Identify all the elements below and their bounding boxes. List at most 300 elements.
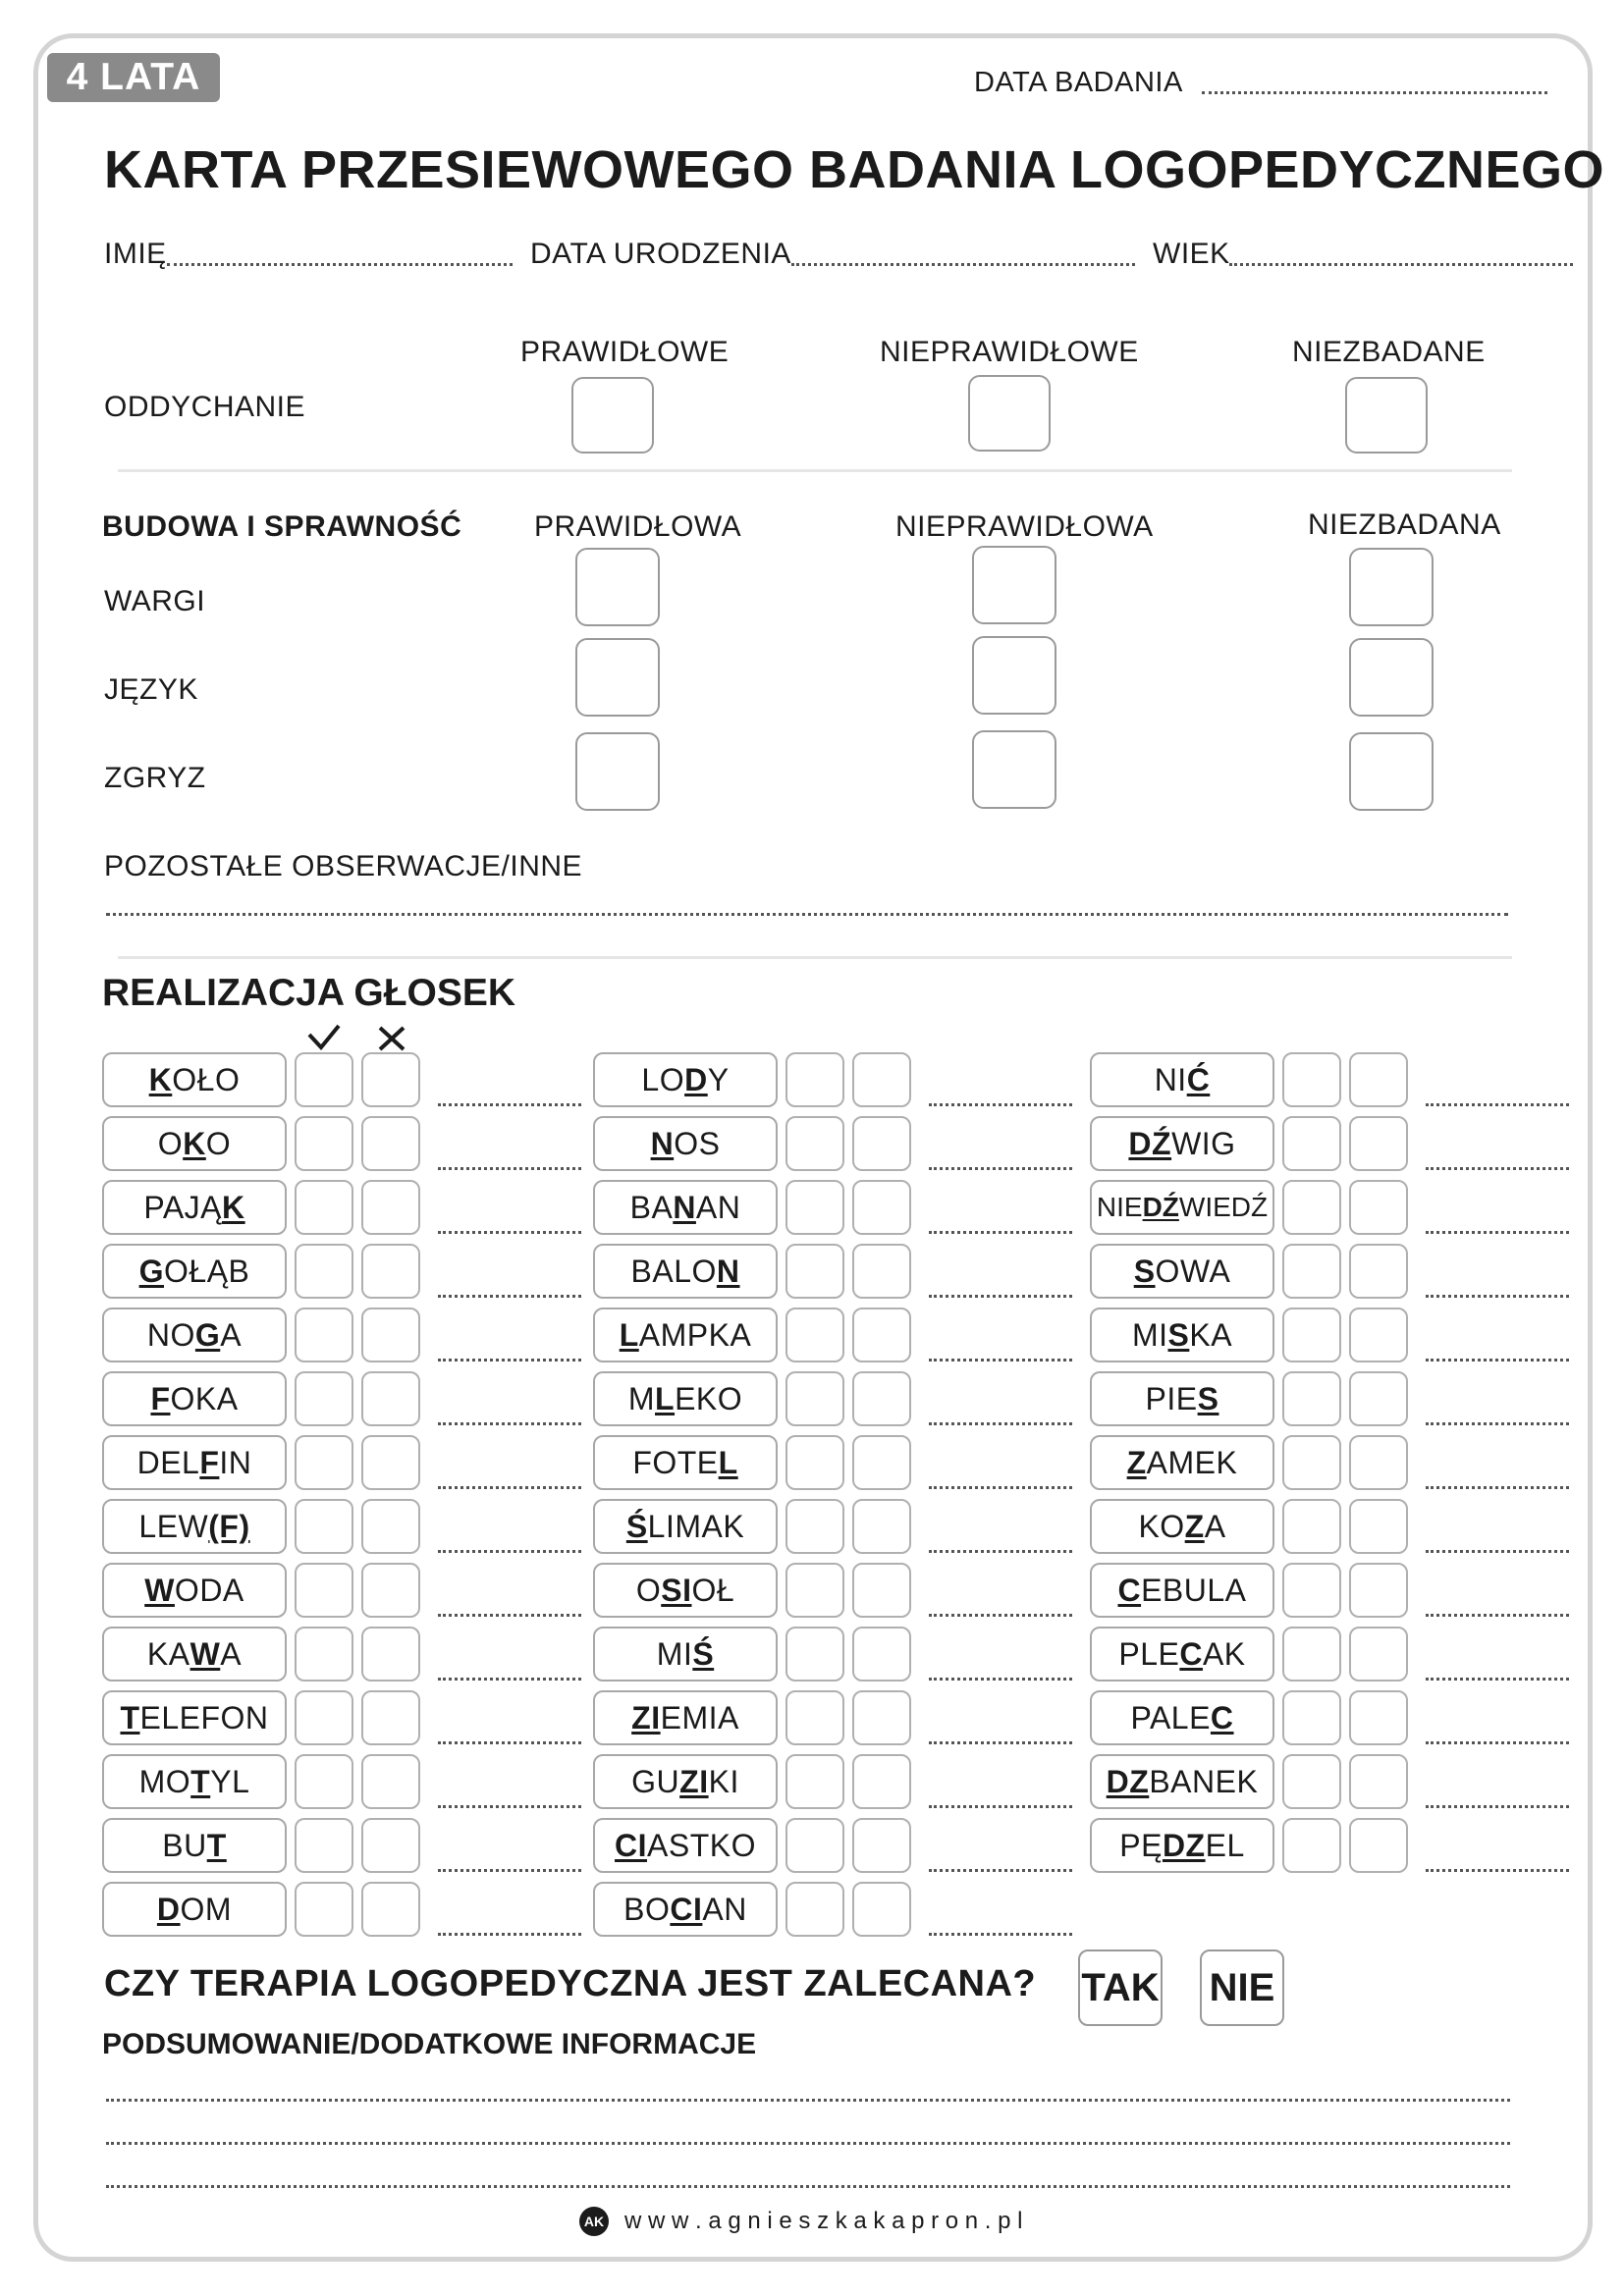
word-part: KA bbox=[146, 1636, 190, 1672]
correct-checkbox[interactable] bbox=[785, 1690, 844, 1745]
name-label: IMIĘ bbox=[104, 238, 167, 270]
word-label bbox=[1090, 1754, 1274, 1809]
incorrect-checkbox[interactable] bbox=[1349, 1499, 1408, 1554]
correct-checkbox[interactable] bbox=[1282, 1308, 1341, 1362]
therapy-yes-checkbox[interactable]: TAK bbox=[1078, 1949, 1163, 2026]
correct-checkbox[interactable] bbox=[295, 1308, 353, 1362]
incorrect-checkbox[interactable] bbox=[1349, 1563, 1408, 1618]
incorrect-checkbox[interactable] bbox=[361, 1818, 420, 1873]
target-sound: G bbox=[194, 1317, 221, 1353]
correct-checkbox[interactable] bbox=[785, 1818, 844, 1873]
word-label bbox=[102, 1052, 287, 1107]
word-part: MI bbox=[656, 1636, 693, 1672]
notes-field[interactable] bbox=[438, 1933, 581, 1936]
word-part: KA bbox=[1189, 1317, 1233, 1353]
incorrect-checkbox[interactable] bbox=[361, 1244, 420, 1299]
incorrect-checkbox[interactable] bbox=[361, 1627, 420, 1682]
word-label bbox=[1090, 1244, 1274, 1299]
word-label bbox=[593, 1499, 778, 1554]
word-part: EL bbox=[1205, 1828, 1245, 1863]
word-part: KI bbox=[708, 1764, 739, 1799]
word-label bbox=[102, 1308, 287, 1362]
word-part: KO bbox=[1138, 1509, 1185, 1544]
word-label bbox=[593, 1435, 778, 1490]
word-label bbox=[1090, 1180, 1274, 1235]
word-part: LO bbox=[641, 1062, 685, 1097]
word-label bbox=[102, 1435, 287, 1490]
word-part: WIG bbox=[1171, 1126, 1236, 1161]
incorrect-checkbox[interactable] bbox=[361, 1180, 420, 1235]
word-label bbox=[593, 1308, 778, 1362]
incorrect-checkbox[interactable] bbox=[852, 1627, 911, 1682]
target-sound: K bbox=[148, 1062, 173, 1097]
correct-checkbox[interactable] bbox=[1282, 1052, 1341, 1107]
correct-checkbox[interactable] bbox=[1282, 1499, 1341, 1554]
structure-col-normal: PRAWIDŁOWA bbox=[534, 510, 742, 543]
target-sound: ZI bbox=[679, 1764, 709, 1799]
incorrect-checkbox[interactable] bbox=[852, 1882, 911, 1937]
notes-field[interactable] bbox=[1426, 1678, 1569, 1681]
incorrect-checkbox[interactable] bbox=[1349, 1116, 1408, 1171]
notes-field[interactable] bbox=[929, 1231, 1072, 1234]
notes-field[interactable] bbox=[1426, 1167, 1569, 1170]
notes-field[interactable] bbox=[1426, 1614, 1569, 1617]
notes-field[interactable] bbox=[1426, 1869, 1569, 1872]
word-label bbox=[1090, 1690, 1274, 1745]
correct-checkbox[interactable] bbox=[785, 1371, 844, 1426]
summary-line-1[interactable] bbox=[106, 2099, 1510, 2102]
structure-label: BUDOWA I SPRAWNOŚĆ bbox=[102, 510, 462, 543]
word-label bbox=[1090, 1818, 1274, 1873]
word-label bbox=[593, 1882, 778, 1937]
breathing-normal-checkbox[interactable] bbox=[571, 377, 654, 454]
word-part: OKA bbox=[170, 1381, 239, 1416]
word-part: OS bbox=[674, 1126, 721, 1161]
word-label bbox=[102, 1371, 287, 1426]
word-label bbox=[593, 1052, 778, 1107]
word-part: A bbox=[220, 1317, 243, 1353]
word-label bbox=[593, 1627, 778, 1682]
tongue-not-tested-checkbox[interactable] bbox=[1349, 638, 1434, 717]
incorrect-checkbox[interactable] bbox=[1349, 1435, 1408, 1490]
target-sound: Ś bbox=[625, 1509, 648, 1544]
notes-field[interactable] bbox=[929, 1550, 1072, 1553]
word-label bbox=[102, 1690, 287, 1745]
notes-field[interactable] bbox=[438, 1231, 581, 1234]
word-part: EBULA bbox=[1141, 1573, 1247, 1608]
correct-checkbox[interactable] bbox=[295, 1690, 353, 1745]
word-part: PĘ bbox=[1119, 1828, 1163, 1863]
correct-checkbox[interactable] bbox=[295, 1499, 353, 1554]
word-part: M bbox=[627, 1381, 656, 1416]
correct-checkbox[interactable] bbox=[295, 1180, 353, 1235]
word-part: ELEFON bbox=[139, 1700, 269, 1735]
incorrect-checkbox[interactable] bbox=[361, 1882, 420, 1937]
summary-line-2[interactable] bbox=[106, 2142, 1510, 2145]
correct-checkbox[interactable] bbox=[295, 1244, 353, 1299]
target-sound: DZ bbox=[1162, 1828, 1206, 1863]
word-part: Y bbox=[707, 1062, 730, 1097]
notes-field[interactable] bbox=[929, 1422, 1072, 1425]
target-sound: CI bbox=[670, 1892, 703, 1927]
incorrect-checkbox[interactable] bbox=[1349, 1244, 1408, 1299]
target-sound: CI bbox=[615, 1828, 648, 1863]
word-label bbox=[1090, 1371, 1274, 1426]
word-part: NIE bbox=[1096, 1192, 1143, 1222]
name-field[interactable] bbox=[167, 263, 513, 266]
incorrect-checkbox[interactable] bbox=[852, 1244, 911, 1299]
incorrect-checkbox[interactable] bbox=[852, 1371, 911, 1426]
incorrect-checkbox[interactable] bbox=[852, 1435, 911, 1490]
target-sound: G bbox=[138, 1254, 164, 1289]
lips-abnormal-checkbox[interactable] bbox=[972, 546, 1056, 624]
incorrect-checkbox[interactable] bbox=[852, 1499, 911, 1554]
target-sound: (F) bbox=[208, 1509, 250, 1544]
incorrect-checkbox[interactable] bbox=[361, 1435, 420, 1490]
word-part: AN bbox=[695, 1190, 741, 1225]
target-sound: N bbox=[716, 1254, 740, 1289]
word-part: OŁO bbox=[172, 1062, 241, 1097]
correct-checkbox[interactable] bbox=[1282, 1818, 1341, 1873]
word-part: BANEK bbox=[1149, 1764, 1259, 1799]
word-label bbox=[102, 1499, 287, 1554]
breathing-abnormal-checkbox[interactable] bbox=[968, 375, 1051, 452]
word-part: IN bbox=[219, 1445, 252, 1480]
breathing-not-tested-checkbox[interactable] bbox=[1345, 377, 1428, 454]
correct-checkbox[interactable] bbox=[295, 1435, 353, 1490]
word-label bbox=[1090, 1308, 1274, 1362]
sounds-title: REALIZACJA GŁOSEK bbox=[102, 972, 516, 1014]
word-part: PAJĄ bbox=[143, 1190, 223, 1225]
correct-checkbox[interactable] bbox=[295, 1563, 353, 1618]
word-part: MO bbox=[138, 1764, 191, 1799]
correct-checkbox[interactable] bbox=[1282, 1563, 1341, 1618]
word-label bbox=[1090, 1052, 1274, 1107]
correct-checkbox[interactable] bbox=[785, 1754, 844, 1809]
exam-date-field[interactable] bbox=[1202, 91, 1547, 94]
observations-label: POZOSTAŁE OBSERWACJE/INNE bbox=[104, 850, 583, 882]
correct-checkbox[interactable] bbox=[785, 1435, 844, 1490]
correct-checkbox[interactable] bbox=[295, 1818, 353, 1873]
target-sound: K bbox=[183, 1126, 206, 1161]
target-sound: W bbox=[144, 1573, 175, 1608]
target-sound: Z bbox=[1184, 1509, 1205, 1544]
notes-field[interactable] bbox=[929, 1614, 1072, 1617]
word-part: OŁĄB bbox=[164, 1254, 250, 1289]
target-sound: S bbox=[1197, 1381, 1219, 1416]
target-sound: L bbox=[619, 1317, 639, 1353]
tongue-normal-checkbox[interactable] bbox=[575, 638, 660, 717]
observations-field[interactable] bbox=[106, 913, 1508, 916]
target-sound: S bbox=[1133, 1254, 1156, 1289]
correct-checkbox[interactable] bbox=[785, 1882, 844, 1937]
correct-checkbox[interactable] bbox=[1282, 1754, 1341, 1809]
notes-field[interactable] bbox=[438, 1678, 581, 1681]
incorrect-checkbox[interactable] bbox=[852, 1690, 911, 1745]
structure-row-bite: ZGRYZ bbox=[104, 762, 206, 794]
notes-field[interactable] bbox=[1426, 1422, 1569, 1425]
incorrect-checkbox[interactable] bbox=[361, 1499, 420, 1554]
target-sound: C bbox=[1117, 1573, 1142, 1608]
correct-checkbox[interactable] bbox=[295, 1754, 353, 1809]
correct-checkbox[interactable] bbox=[295, 1882, 353, 1937]
word-label bbox=[102, 1244, 287, 1299]
therapy-question: CZY TERAPIA LOGOPEDYCZNA JEST ZALECANA? bbox=[104, 1963, 1037, 2004]
notes-field[interactable] bbox=[929, 1486, 1072, 1489]
notes-field[interactable] bbox=[929, 1741, 1072, 1744]
notes-field[interactable] bbox=[1426, 1295, 1569, 1298]
exam-date-label: DATA BADANIA bbox=[974, 67, 1183, 98]
incorrect-checkbox[interactable] bbox=[852, 1116, 911, 1171]
notes-field[interactable] bbox=[438, 1486, 581, 1489]
correct-checkbox[interactable] bbox=[785, 1052, 844, 1107]
word-label bbox=[102, 1563, 287, 1618]
incorrect-checkbox[interactable] bbox=[361, 1052, 420, 1107]
notes-field[interactable] bbox=[929, 1103, 1072, 1106]
breathing-col-not-tested: NIEZBADANE bbox=[1292, 336, 1486, 368]
incorrect-checkbox[interactable] bbox=[852, 1308, 911, 1362]
cross-icon bbox=[377, 1025, 406, 1052]
incorrect-checkbox[interactable] bbox=[361, 1690, 420, 1745]
correct-checkbox[interactable] bbox=[1282, 1627, 1341, 1682]
word-label bbox=[593, 1116, 778, 1171]
word-part: PALE bbox=[1130, 1700, 1211, 1735]
notes-field[interactable] bbox=[929, 1295, 1072, 1298]
incorrect-checkbox[interactable] bbox=[1349, 1308, 1408, 1362]
correct-checkbox[interactable] bbox=[785, 1563, 844, 1618]
target-sound: K bbox=[222, 1190, 245, 1225]
lips-normal-checkbox[interactable] bbox=[575, 548, 660, 626]
incorrect-checkbox[interactable] bbox=[1349, 1754, 1408, 1809]
word-part: NO bbox=[146, 1317, 195, 1353]
breathing-col-normal: PRAWIDŁOWE bbox=[520, 336, 730, 368]
incorrect-checkbox[interactable] bbox=[852, 1754, 911, 1809]
incorrect-checkbox[interactable] bbox=[1349, 1371, 1408, 1426]
incorrect-checkbox[interactable] bbox=[852, 1180, 911, 1235]
word-label bbox=[102, 1627, 287, 1682]
therapy-no-checkbox[interactable]: NIE bbox=[1200, 1949, 1284, 2026]
correct-checkbox[interactable] bbox=[1282, 1244, 1341, 1299]
word-part: YL bbox=[210, 1764, 250, 1799]
target-sound: ZI bbox=[631, 1700, 661, 1735]
target-sound: N bbox=[673, 1190, 696, 1225]
target-sound: L bbox=[718, 1445, 738, 1480]
notes-field[interactable] bbox=[438, 1167, 581, 1170]
tongue-abnormal-checkbox[interactable] bbox=[972, 636, 1056, 715]
word-part: OWA bbox=[1155, 1254, 1231, 1289]
notes-field[interactable] bbox=[438, 1359, 581, 1362]
incorrect-checkbox[interactable] bbox=[1349, 1180, 1408, 1235]
word-label bbox=[593, 1371, 778, 1426]
target-sound: Ć bbox=[1186, 1062, 1211, 1097]
correct-checkbox[interactable] bbox=[295, 1627, 353, 1682]
word-part: BALO bbox=[630, 1254, 717, 1289]
logo-icon: AK bbox=[579, 2207, 609, 2236]
target-sound: C bbox=[1179, 1636, 1203, 1672]
target-sound: DŹ bbox=[1128, 1126, 1172, 1161]
notes-field[interactable] bbox=[1426, 1103, 1569, 1106]
correct-checkbox[interactable] bbox=[295, 1371, 353, 1426]
birth-date-label: DATA URODZENIA bbox=[530, 238, 791, 270]
notes-field[interactable] bbox=[1426, 1231, 1569, 1234]
notes-field[interactable] bbox=[438, 1295, 581, 1298]
word-part: O bbox=[157, 1126, 184, 1161]
notes-field[interactable] bbox=[929, 1167, 1072, 1170]
correct-checkbox[interactable] bbox=[295, 1052, 353, 1107]
incorrect-checkbox[interactable] bbox=[361, 1371, 420, 1426]
target-sound: N bbox=[650, 1126, 675, 1161]
word-part: GU bbox=[631, 1764, 680, 1799]
word-part: O bbox=[635, 1573, 662, 1608]
word-part: LEW bbox=[138, 1509, 209, 1544]
notes-field[interactable] bbox=[438, 1550, 581, 1553]
word-part: BA bbox=[629, 1190, 674, 1225]
correct-checkbox[interactable] bbox=[785, 1499, 844, 1554]
word-part: FOTE bbox=[632, 1445, 719, 1480]
incorrect-checkbox[interactable] bbox=[361, 1754, 420, 1809]
notes-field[interactable] bbox=[438, 1741, 581, 1744]
birth-date-field[interactable] bbox=[791, 263, 1135, 266]
notes-field[interactable] bbox=[1426, 1359, 1569, 1362]
bite-abnormal-checkbox[interactable] bbox=[972, 730, 1056, 809]
word-part: NI bbox=[1154, 1062, 1187, 1097]
word-part: A bbox=[1204, 1509, 1226, 1544]
word-label bbox=[102, 1882, 287, 1937]
target-sound: Z bbox=[1126, 1445, 1147, 1480]
word-part: EKO bbox=[675, 1381, 743, 1416]
word-part: AMPKA bbox=[638, 1317, 752, 1353]
word-part: EMIA bbox=[660, 1700, 739, 1735]
word-label bbox=[1090, 1627, 1274, 1682]
structure-col-not-tested: NIEZBADANA bbox=[1308, 508, 1501, 541]
summary-line-3[interactable] bbox=[106, 2185, 1510, 2188]
target-sound: L bbox=[655, 1381, 676, 1416]
incorrect-checkbox[interactable] bbox=[852, 1563, 911, 1618]
word-label bbox=[593, 1180, 778, 1235]
word-part: A bbox=[220, 1636, 243, 1672]
target-sound: S bbox=[1167, 1317, 1190, 1353]
bite-normal-checkbox[interactable] bbox=[575, 732, 660, 811]
notes-field[interactable] bbox=[1426, 1550, 1569, 1553]
target-sound: F bbox=[150, 1381, 171, 1416]
incorrect-checkbox[interactable] bbox=[852, 1818, 911, 1873]
notes-field[interactable] bbox=[438, 1869, 581, 1872]
correct-checkbox[interactable] bbox=[1282, 1371, 1341, 1426]
bite-not-tested-checkbox[interactable] bbox=[1349, 732, 1434, 811]
word-label bbox=[593, 1754, 778, 1809]
word-part: AK bbox=[1202, 1636, 1246, 1672]
word-part: PLE bbox=[1118, 1636, 1180, 1672]
word-label bbox=[593, 1690, 778, 1745]
word-part: OŁ bbox=[691, 1573, 735, 1608]
incorrect-checkbox[interactable] bbox=[852, 1052, 911, 1107]
age-field[interactable] bbox=[1229, 263, 1573, 266]
notes-field[interactable] bbox=[929, 1933, 1072, 1936]
breathing-col-abnormal: NIEPRAWIDŁOWE bbox=[880, 336, 1139, 368]
target-sound: Ś bbox=[692, 1636, 715, 1672]
word-label bbox=[102, 1754, 287, 1809]
notes-field[interactable] bbox=[929, 1359, 1072, 1362]
notes-field[interactable] bbox=[1426, 1741, 1569, 1744]
target-sound: F bbox=[199, 1445, 220, 1480]
target-sound: DŹ bbox=[1142, 1192, 1179, 1222]
word-part: OM bbox=[180, 1892, 233, 1927]
word-part: O bbox=[205, 1126, 232, 1161]
word-part: AMEK bbox=[1146, 1445, 1238, 1480]
target-sound: D bbox=[684, 1062, 708, 1097]
footer-url[interactable]: w w w . a g n i e s z k a k a p r o n . p l bbox=[624, 2208, 1023, 2234]
age-label: WIEK bbox=[1153, 238, 1230, 270]
notes-field[interactable] bbox=[1426, 1486, 1569, 1489]
word-part: AN bbox=[702, 1892, 747, 1927]
breathing-label: ODDYCHANIE bbox=[104, 391, 306, 423]
notes-field[interactable] bbox=[438, 1614, 581, 1617]
incorrect-checkbox[interactable] bbox=[1349, 1818, 1408, 1873]
correct-checkbox[interactable] bbox=[785, 1627, 844, 1682]
target-sound: T bbox=[190, 1764, 211, 1799]
structure-row-tongue: JĘZYK bbox=[104, 673, 198, 706]
word-part: WIEDŹ bbox=[1178, 1192, 1269, 1222]
correct-checkbox[interactable] bbox=[785, 1244, 844, 1299]
section-divider bbox=[118, 956, 1512, 959]
lips-not-tested-checkbox[interactable] bbox=[1349, 548, 1434, 626]
word-label bbox=[102, 1116, 287, 1171]
word-label bbox=[593, 1818, 778, 1873]
correct-checkbox[interactable] bbox=[1282, 1435, 1341, 1490]
word-part: ODA bbox=[174, 1573, 244, 1608]
correct-checkbox[interactable] bbox=[1282, 1180, 1341, 1235]
structure-col-abnormal: NIEPRAWIDŁOWA bbox=[895, 510, 1154, 543]
notes-field[interactable] bbox=[929, 1869, 1072, 1872]
notes-field[interactable] bbox=[929, 1678, 1072, 1681]
incorrect-checkbox[interactable] bbox=[1349, 1627, 1408, 1682]
word-part: BO bbox=[623, 1892, 671, 1927]
correct-checkbox[interactable] bbox=[1282, 1116, 1341, 1171]
notes-field[interactable] bbox=[929, 1805, 1072, 1808]
word-label bbox=[1090, 1499, 1274, 1554]
section-divider bbox=[118, 469, 1512, 472]
notes-field[interactable] bbox=[438, 1103, 581, 1106]
correct-checkbox[interactable] bbox=[785, 1116, 844, 1171]
page-title: KARTA PRZESIEWOWEGO BADANIA LOGOPEDYCZNEGO bbox=[104, 140, 1605, 199]
incorrect-checkbox[interactable] bbox=[361, 1563, 420, 1618]
target-sound: T bbox=[206, 1828, 227, 1863]
word-label bbox=[593, 1244, 778, 1299]
incorrect-checkbox[interactable] bbox=[1349, 1052, 1408, 1107]
word-label bbox=[1090, 1116, 1274, 1171]
incorrect-checkbox[interactable] bbox=[1349, 1690, 1408, 1745]
correct-checkbox[interactable] bbox=[1282, 1690, 1341, 1745]
notes-field[interactable] bbox=[438, 1805, 581, 1808]
correct-checkbox[interactable] bbox=[295, 1116, 353, 1171]
structure-row-lips: WARGI bbox=[104, 585, 206, 617]
correct-checkbox[interactable] bbox=[785, 1308, 844, 1362]
target-sound: DZ bbox=[1106, 1764, 1150, 1799]
incorrect-checkbox[interactable] bbox=[361, 1308, 420, 1362]
summary-label: PODSUMOWANIE/DODATKOWE INFORMACJE bbox=[102, 2028, 757, 2060]
word-part: PIE bbox=[1145, 1381, 1198, 1416]
target-sound: D bbox=[156, 1892, 181, 1927]
target-sound: SI bbox=[661, 1573, 692, 1608]
notes-field[interactable] bbox=[1426, 1805, 1569, 1808]
age-badge: 4 LATA bbox=[47, 53, 220, 102]
word-part: MI bbox=[1131, 1317, 1168, 1353]
target-sound: C bbox=[1210, 1700, 1234, 1735]
notes-field[interactable] bbox=[438, 1422, 581, 1425]
word-label bbox=[1090, 1563, 1274, 1618]
correct-checkbox[interactable] bbox=[785, 1180, 844, 1235]
incorrect-checkbox[interactable] bbox=[361, 1116, 420, 1171]
